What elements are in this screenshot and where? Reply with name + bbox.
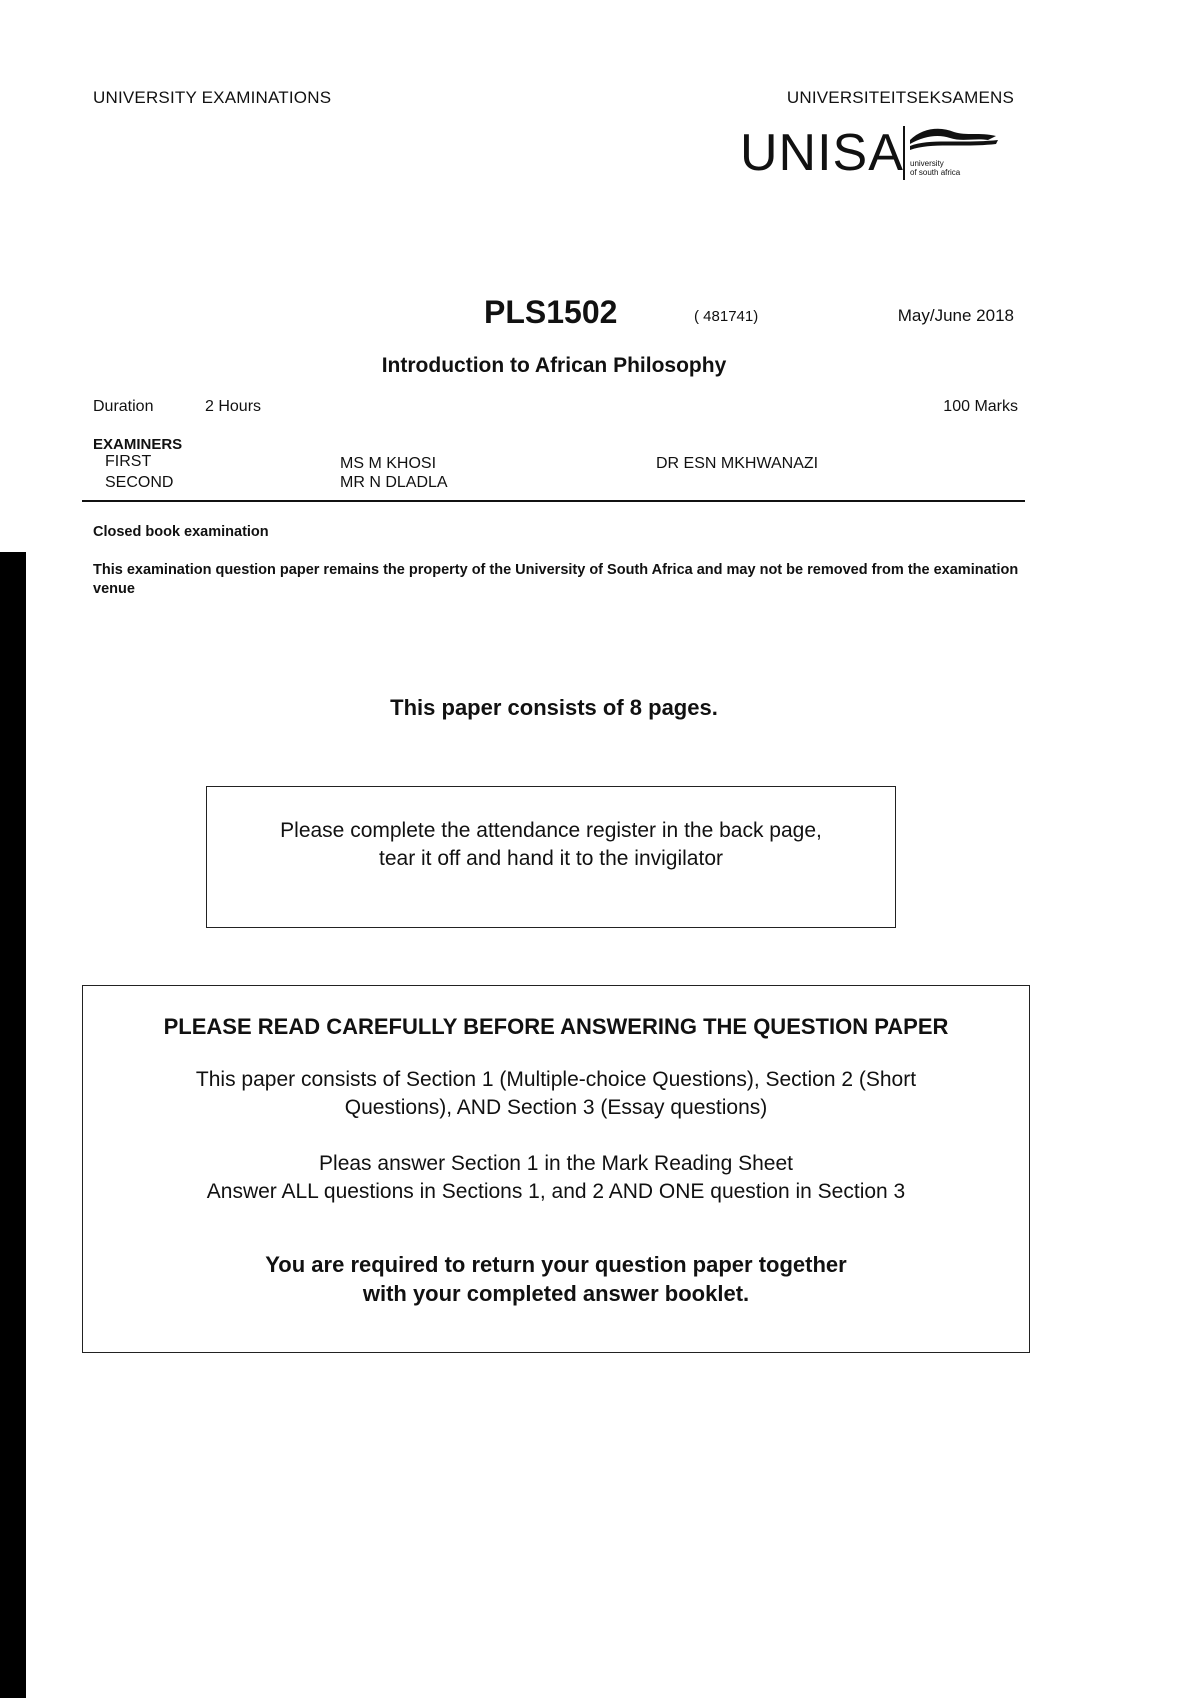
first-examiner-label: FIRST (105, 453, 152, 470)
instructions-paragraph-1 (83, 1066, 1029, 1122)
header-right: UNIVERSITEITSEKSAMENS (786, 88, 1014, 107)
header-divider (82, 500, 1025, 502)
property-note: This examination question paper remains the property of the University of South Africa and may not be removed from the examination venue (93, 562, 1019, 597)
course-title: Introduction to African Philosophy (381, 354, 727, 377)
duration-value: 2 Hours (205, 398, 262, 415)
attendance-line-2: tear it off and hand it to the invigilator (379, 847, 723, 870)
instructions-line: This paper consists of Section 1 (Multiple-choice Questions), Section 2 (Short (195, 1068, 917, 1091)
attendance-box (206, 786, 896, 928)
return-paper-notice (83, 1250, 1029, 1308)
scan-edge-line (8, 552, 10, 592)
attendance-line-1: Please complete the attendance register in the back page, (280, 819, 822, 842)
logo-emblem-icon (900, 122, 1010, 184)
pages-notice: This paper consists of 8 pages. (390, 695, 718, 720)
second-examiner-name: MR N DLADLA (340, 474, 448, 491)
instructions-paragraph-2 (83, 1150, 1029, 1206)
instructions-line: Questions), AND Section 3 (Essay questions) (344, 1096, 768, 1119)
examiners-heading: EXAMINERS (93, 436, 183, 453)
logo-tagline-1: university (910, 159, 944, 168)
course-code: PLS1502 (484, 294, 618, 330)
scan-edge-shadow (0, 552, 26, 1698)
instructions-line: with your completed answer booklet. (362, 1281, 750, 1306)
instructions-heading: PLEASE READ CAREFULLY BEFORE ANSWERING THE QUESTION PAPER (163, 1014, 949, 1039)
duration-label: Duration (93, 398, 154, 415)
logo-word: UNISA (740, 124, 904, 182)
first-examiner-name: MS M KHOSI (340, 455, 437, 472)
instructions-line: Pleas answer Section 1 in the Mark Reading Sheet (319, 1152, 793, 1175)
closed-book-note: Closed book examination (93, 524, 269, 540)
instructions-box (82, 985, 1030, 1353)
course-number: ( 481741) (694, 308, 759, 325)
unisa-logo (740, 122, 1010, 184)
logo-tagline-2: of south africa (910, 168, 961, 177)
second-examiner-label: SECOND (105, 474, 174, 491)
instructions-line: You are required to return your question paper together (265, 1252, 847, 1277)
total-marks: 100 Marks (943, 398, 1018, 415)
header-left: UNIVERSITY EXAMINATIONS (93, 88, 332, 107)
instructions-line: Answer ALL questions in Sections 1, and 2 AND ONE question in Section 3 (206, 1180, 906, 1203)
exam-session: May/June 2018 (897, 306, 1014, 325)
first-examiner-name: DR ESN MKHWANAZI (656, 455, 819, 472)
